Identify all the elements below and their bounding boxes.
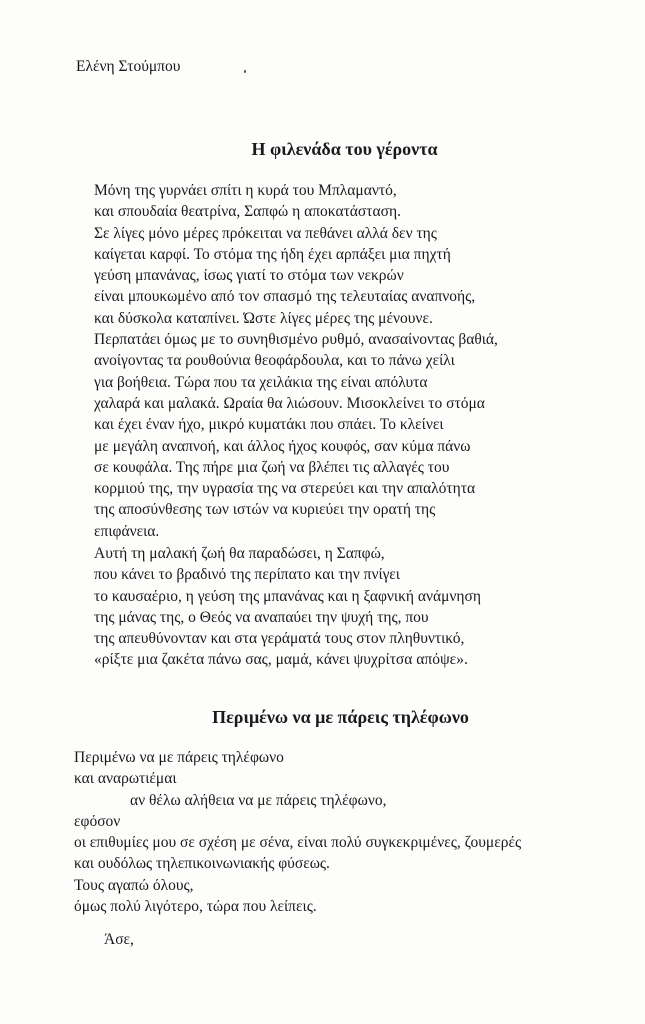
text-line: Αυτή τη μαλακή ζωή θα παραδώσει, η Σαπφώ,	[94, 545, 385, 562]
text-line: Τους αγαπώ όλους,	[74, 876, 194, 894]
text-line: είναι μπουκωμένο από τον σπασμό της τελευταίας αναπνοής,	[94, 288, 476, 306]
text-line: της αποσύνθεσης των ιστών να κυριεύει την ορατή της	[94, 501, 436, 519]
text-line: όμως πολύ λιγότερο, τώρα που λείπεις.	[74, 898, 317, 916]
poem2-body	[74, 747, 521, 917]
text-line: της απευθύνονταν και στα γεράματά τους στον πληθυντικό,	[94, 630, 465, 648]
poem-title-1: Η φιλενάδα του γέροντα	[251, 139, 438, 159]
text-line: χαλαρά και μαλακά. Ωραία θα λιώσουν. Μισοκλείνει το στόμα	[94, 394, 485, 412]
text-line: και δύσκολα καταπίνει. Ώστε λίγες μέρες της μένουνε.	[94, 309, 433, 327]
text-line: που κάνει το βραδινό της περίπατο και την πνίγει	[94, 566, 400, 584]
text-line: της μάνας της, ο Θεός να αναπαύει την ψυχή της, που	[94, 608, 429, 626]
text-line: αν θέλω αλήθεια να με πάρεις τηλέφωνο,	[130, 791, 387, 809]
text-line: οι επιθυμίες μου σε σχέση με σένα, είναι πολύ συγκεκριμένες, ζουμερές	[74, 834, 522, 852]
poem-title-2: Περιμένω να με πάρεις τηλέφωνο	[212, 707, 469, 727]
text-line: Μόνη της γυρνάει σπίτι η κυρά του Μπλαμαντό,	[94, 182, 397, 199]
text-line: και αναρωτιέμαι	[74, 770, 177, 788]
text-line: κορμιού της, την υγρασία της να στερεύει και την απαλότητα	[94, 480, 476, 498]
poem1-stanza-2	[94, 543, 481, 671]
text-line: «ρίξτε μια ζακέτα πάνω σας, μαμά, κάνει ψυχρίτσα απόψε».	[94, 651, 468, 669]
text-line: σε κουφάλα. Της πήρε μια ζωή να βλέπει τις αλλαγές του	[94, 458, 450, 476]
scan-speck	[244, 70, 246, 73]
text-line: Περπατάει όμως με το συνηθισμένο ρυθμό, ανασαίνοντας βαθιά,	[94, 331, 498, 349]
text-line: γεύση μπανάνας, ίσως γιατί το στόμα των νεκρών	[94, 267, 404, 285]
text-line: επιφάνεια.	[94, 522, 160, 540]
text-line: για βοήθεια. Τώρα που τα χειλάκια της είναι απόλυτα	[94, 373, 428, 391]
text-line: εφόσον	[74, 812, 121, 830]
author-name: Ελένη Στούμπου	[76, 58, 181, 75]
text-line: Περιμένω να με πάρεις τηλέφωνο	[74, 749, 284, 766]
closing-line: Άσε,	[104, 931, 134, 948]
text-line: και σπουδαία θεατρίνα, Σαπφώ η αποκατάσταση.	[94, 203, 401, 221]
text-line: με μεγάλη αναπνοή, και άλλος ήχος κουφός, σαν κύμα πάνω	[94, 437, 471, 455]
text-line: και ουδόλως τηλεπικοινωνιακής φύσεως.	[74, 855, 330, 873]
text-line: και έχει έναν ήχο, μικρό κυματάκι που σπάει. Το κλείνει	[94, 416, 444, 434]
text-line: καίγεται καρφί. Το στόμα της ήδη έχει αρπάξει μια πηχτή	[94, 245, 451, 263]
poem1-stanza-1	[94, 180, 498, 542]
text-line: Σε λίγες μόνο μέρες πρόκειται να πεθάνει αλλά δεν της	[94, 224, 437, 242]
text-line: ανοίγοντας τα ρουθούνια θεοφάρδουλα, και το πάνω χείλι	[94, 352, 455, 370]
text-line: το καυσαέριο, η γεύση της μπανάνας και η ξαφνική ανάμνηση	[94, 587, 482, 605]
